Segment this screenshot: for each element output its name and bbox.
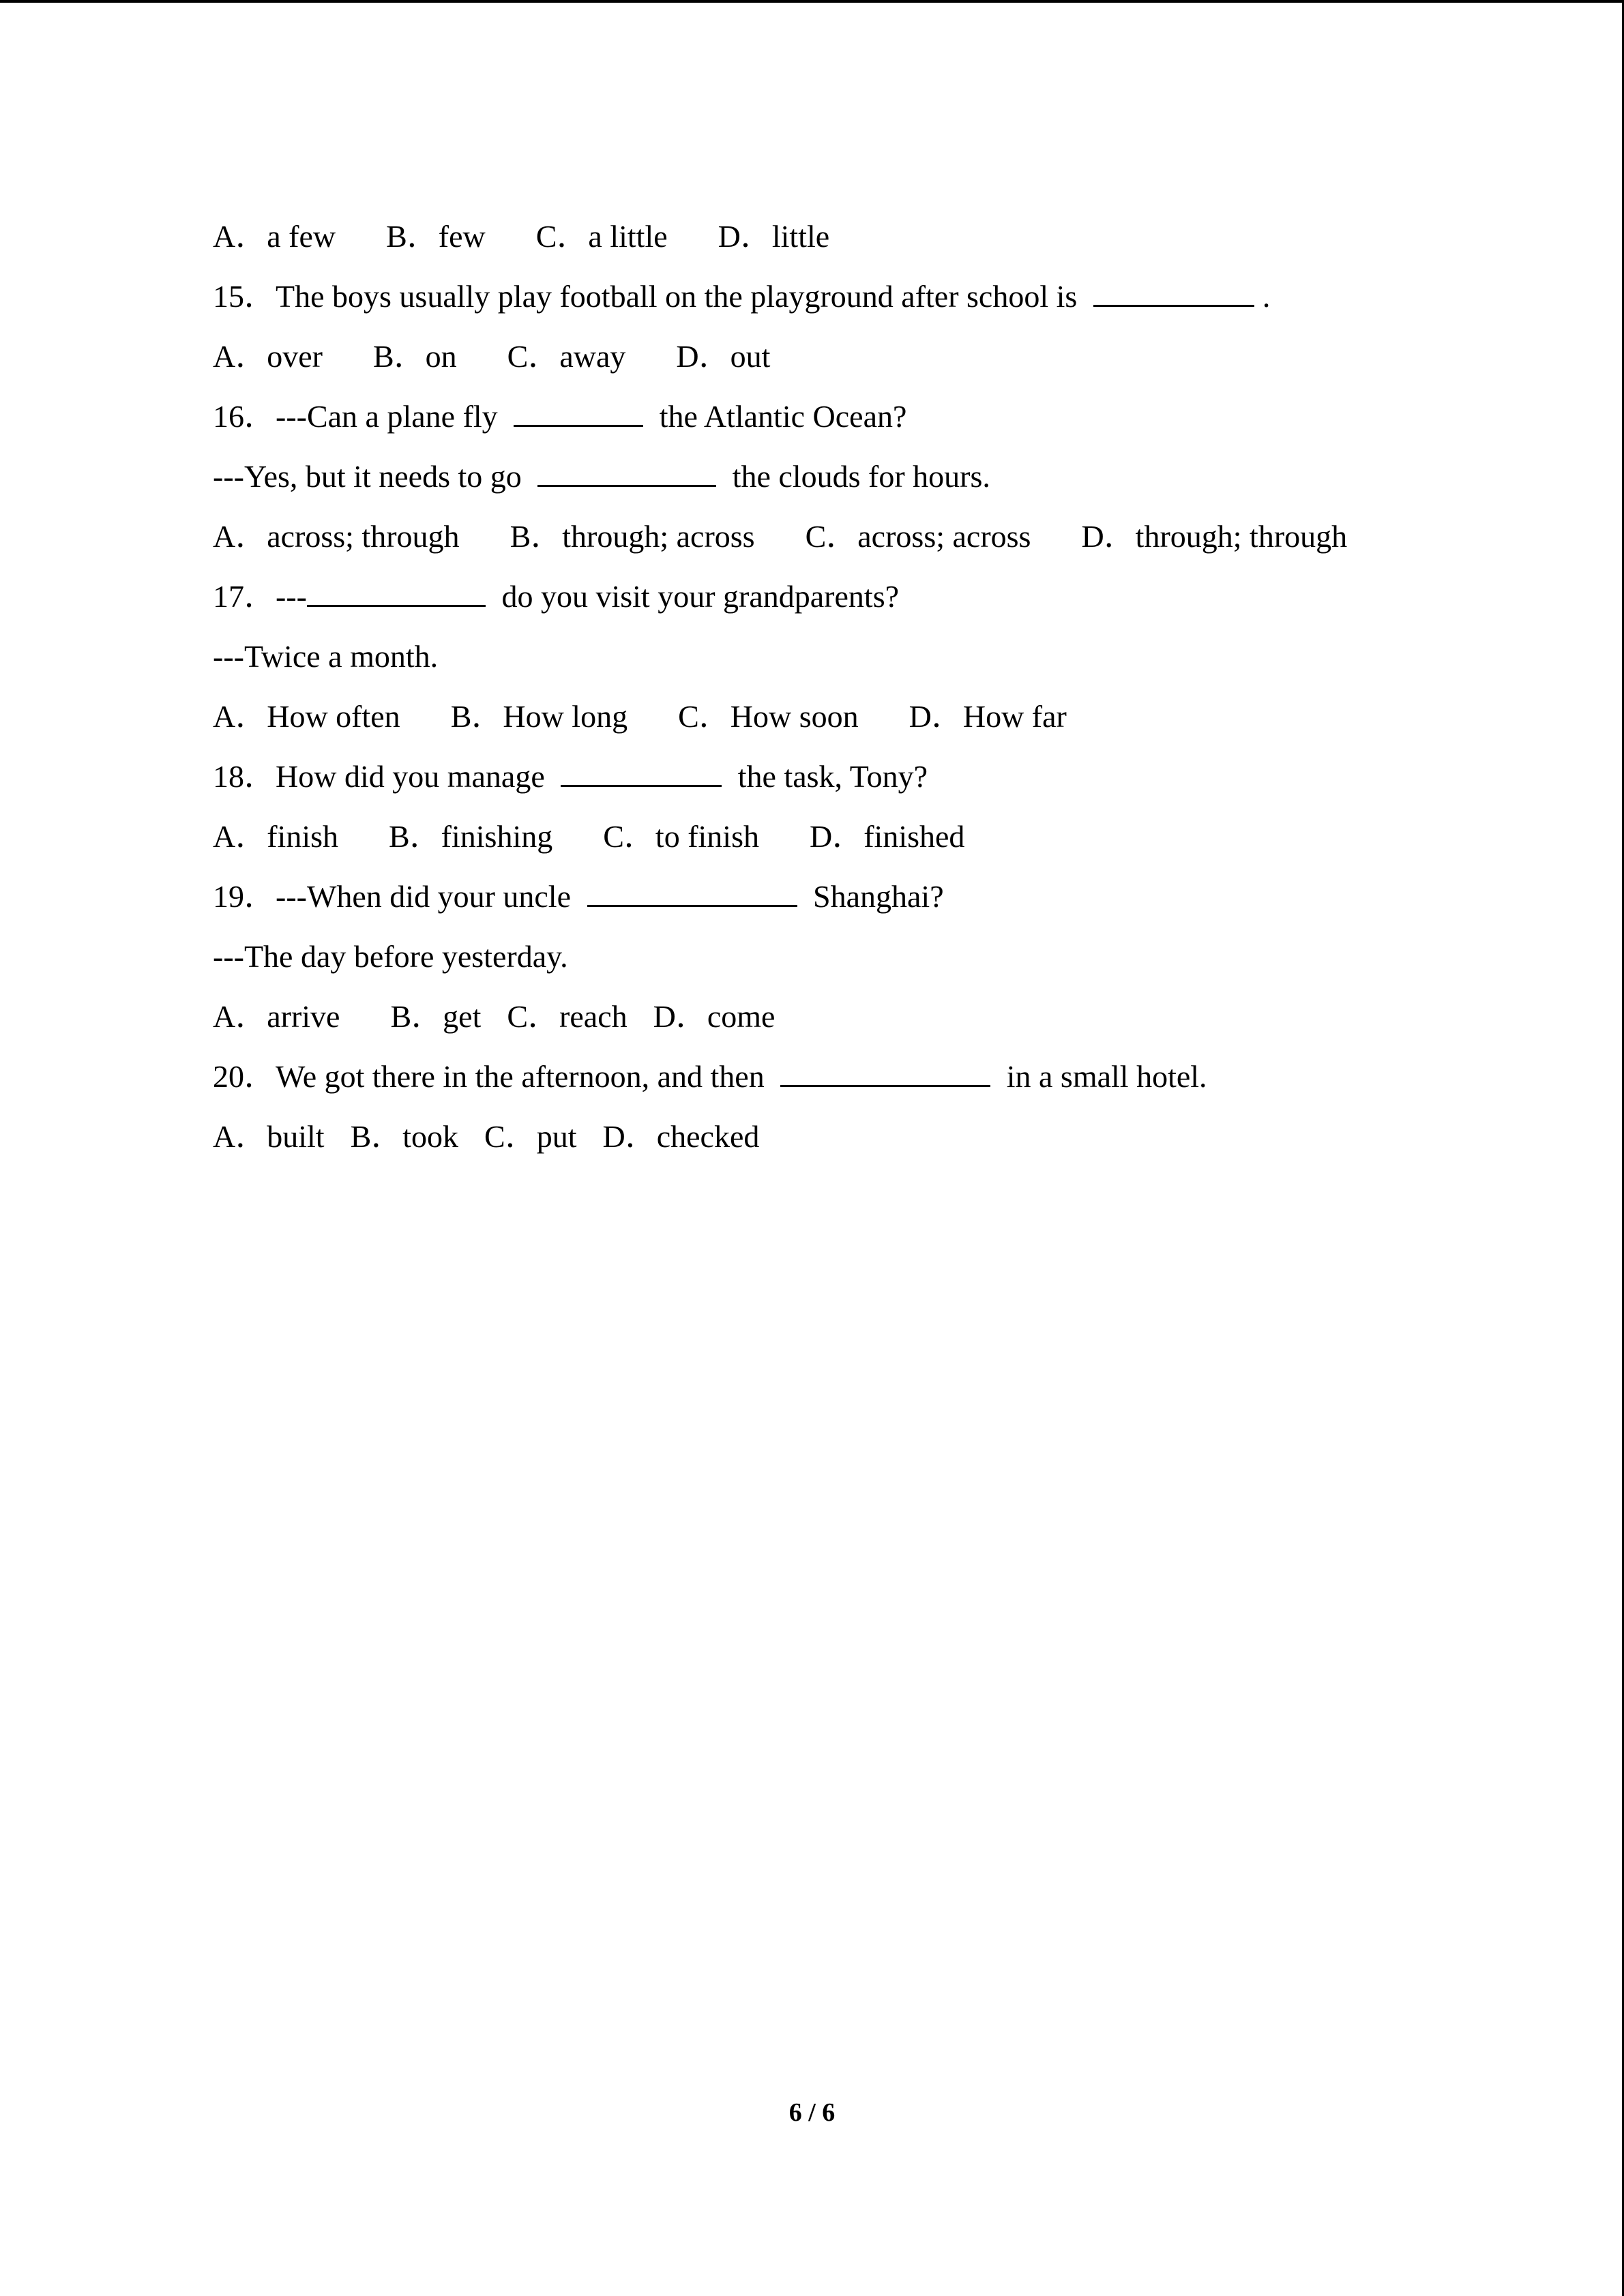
q18-text-before: 18．How did you manage [213, 759, 553, 794]
option-a: A．finish [213, 819, 338, 854]
q15-options [213, 333, 1509, 393]
q19-reply [213, 933, 1509, 993]
option-a: A．built [213, 1119, 325, 1154]
q20-stem [213, 1053, 1509, 1113]
option-b: B．get [390, 999, 482, 1034]
q17-reply [213, 633, 1509, 693]
q19-reply-text: ---The day before yesterday. [213, 939, 568, 974]
q16-reply [213, 453, 1509, 513]
option-b: B．finishing [389, 819, 553, 854]
option-c: C．across; across [805, 519, 1031, 554]
q19-stem [213, 873, 1509, 933]
option-b: B．few [386, 219, 486, 254]
q16-blank-1 [514, 395, 643, 427]
option-c: C．a little [535, 219, 668, 254]
q19-text-after: Shanghai? [805, 879, 944, 914]
option-d: D．through; through [1081, 519, 1348, 554]
option-a: A．over [213, 339, 323, 374]
q17-blank [307, 575, 486, 607]
option-b: B．How long [450, 699, 628, 734]
q19-blank [587, 875, 797, 907]
option-c: C．reach [507, 999, 628, 1034]
q17-stem [213, 573, 1509, 633]
option-c: C．to finish [603, 819, 759, 854]
q16-reply-after: the clouds for hours. [724, 459, 990, 494]
q16-text-before: 16．---Can a plane fly [213, 399, 506, 434]
q20-blank [780, 1055, 990, 1087]
option-b: B．on [372, 339, 457, 374]
q18-stem [213, 753, 1509, 813]
option-c: C．away [507, 339, 626, 374]
q20-text-after: in a small hotel. [999, 1059, 1207, 1094]
exam-content [213, 213, 1509, 1173]
option-a: A．How often [213, 699, 400, 734]
q17-text-before: 17．--- [213, 579, 307, 614]
option-a: A．across; through [213, 519, 460, 554]
page-top-border [0, 0, 1624, 3]
option-c: C．put [484, 1119, 577, 1154]
option-d: D．out [676, 339, 771, 374]
q20-text-before: 20．We got there in the afternoon, and then [213, 1059, 773, 1094]
option-c: C．How soon [678, 699, 859, 734]
option-a: A．a few [213, 219, 336, 254]
q18-blank [561, 755, 722, 787]
q17-reply-text: ---Twice a month. [213, 639, 439, 674]
option-a: A．arrive [213, 999, 340, 1034]
option-d: D．come [653, 999, 776, 1034]
q18-text-after: the task, Tony? [730, 759, 928, 794]
q15-blank [1093, 275, 1254, 307]
q19-options [213, 993, 1509, 1053]
q16-options [213, 513, 1509, 573]
option-d: D．little [718, 219, 830, 254]
q16-blank-2 [537, 455, 716, 487]
q14-options [213, 213, 1509, 273]
q19-text-before: 19．---When did your uncle [213, 879, 579, 914]
q15-text-before: 15．The boys usually play football on the playground after school is [213, 279, 1085, 314]
option-d: D．checked [602, 1119, 760, 1154]
option-d: D．How far [909, 699, 1067, 734]
option-d: D．finished [810, 819, 965, 854]
q16-stem [213, 393, 1509, 453]
q15-text-after: . [1262, 279, 1271, 314]
page-number: 6 / 6 [788, 2098, 836, 2127]
q20-options [213, 1113, 1509, 1173]
q15-stem [213, 273, 1509, 333]
option-b: B．through; across [510, 519, 755, 554]
q17-options [213, 693, 1509, 753]
q16-reply-before: ---Yes, but it needs to go [213, 459, 530, 494]
q17-text-after: do you visit your grandparents? [493, 579, 900, 614]
q16-text-after: the Atlantic Ocean? [651, 399, 907, 434]
q18-options [213, 813, 1509, 873]
option-b: B．took [350, 1119, 459, 1154]
